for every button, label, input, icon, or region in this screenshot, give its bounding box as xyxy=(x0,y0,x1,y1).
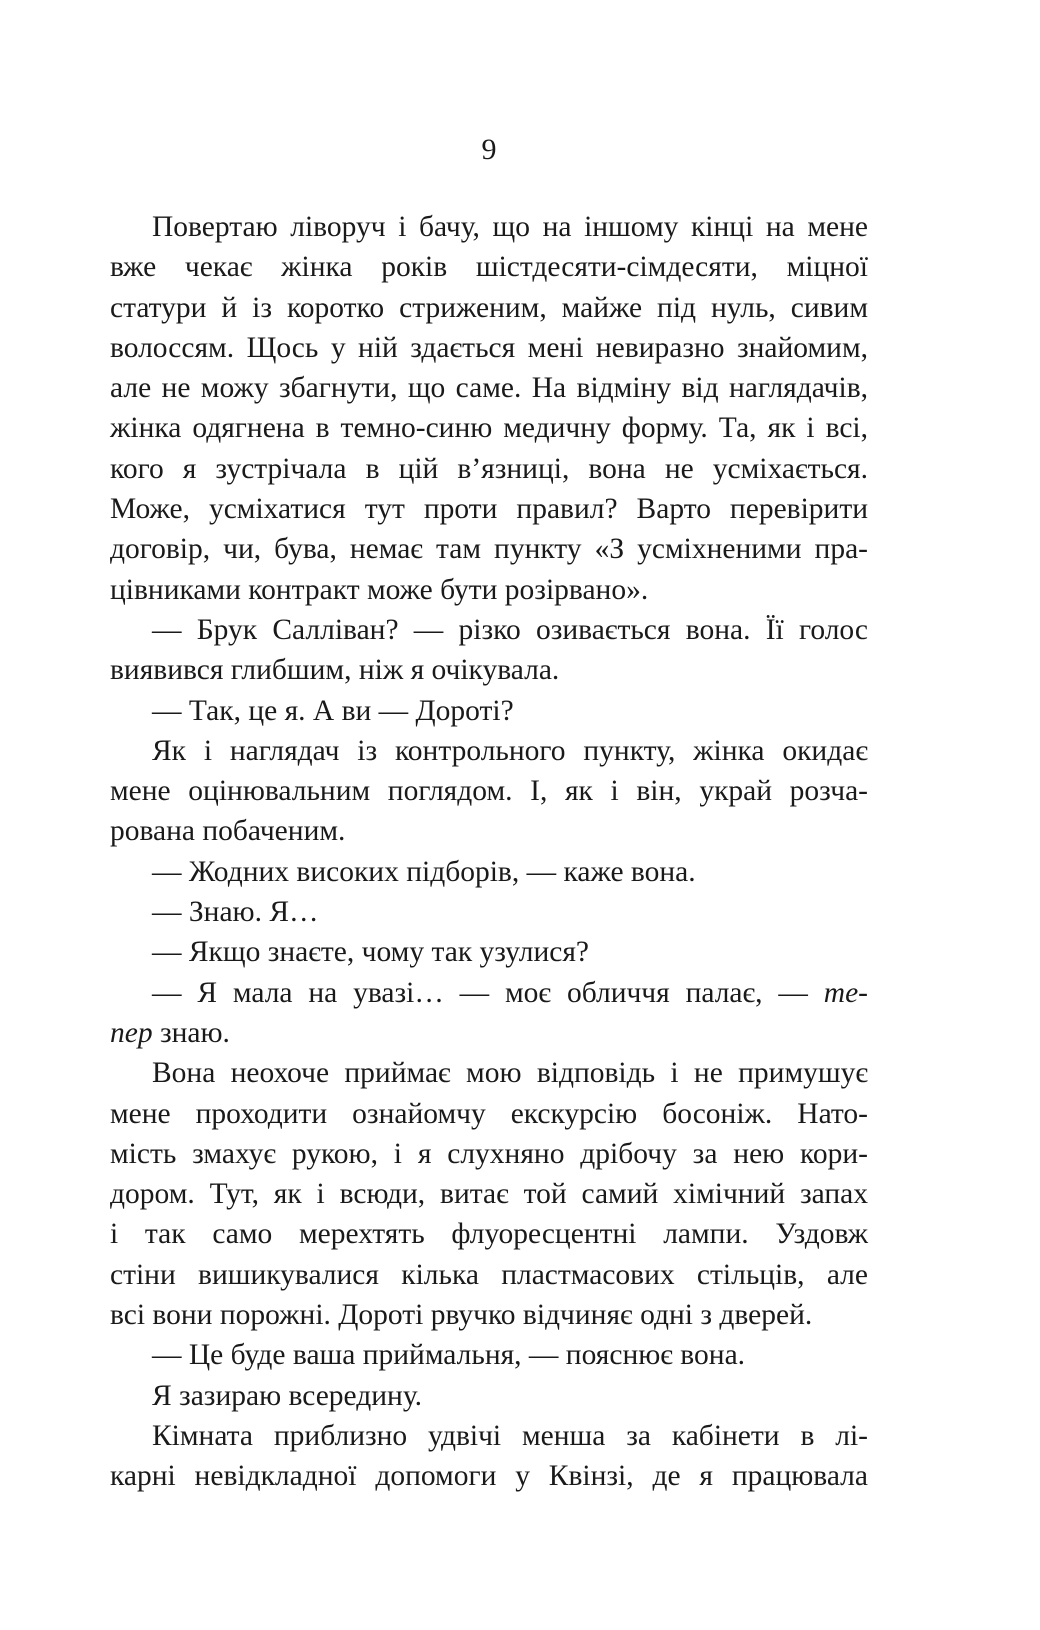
text-line: волоссям. Щось у ній здається мені невиразно знайомим, xyxy=(110,331,868,364)
text-line: всі вони порожні. Дороті рвучко відчиняє одні з дверей. xyxy=(110,1299,813,1332)
italic-text: те- xyxy=(823,976,868,1009)
page-number: 9 xyxy=(481,133,497,166)
text-line: Кімната приблизно удвічі менша за кабінети в лі- xyxy=(152,1419,868,1452)
text-line: — Брук Салліван? — різко озивається вона. Її голос xyxy=(152,613,868,646)
text-line: жінка одягнена в темно-синю медичну форму. Та, як і всі, xyxy=(110,412,868,445)
text-line: — Це буде ваша приймальня, — пояснює вона. xyxy=(152,1339,746,1372)
text-line: рована побаченим. xyxy=(110,815,346,848)
text-line: — Так, це я. А ви — Дороті? xyxy=(152,694,514,727)
text-line: вже чекає жінка років шістдесяти-сімдесяти, міцної xyxy=(110,251,868,284)
text-line: договір, чи, бува, немає там пункту «З усміхненими пра- xyxy=(110,533,868,566)
text-line: — Я мала на увазі… — моє обличчя палає, — те- xyxy=(152,976,868,1009)
text-line: кого я зустрічала в цій в’язниці, вона не усміхається. xyxy=(110,452,868,485)
text-line: карні невідкладної допомоги у Квінзі, де я працювала xyxy=(110,1460,868,1493)
text-line: мене проходити ознайомчу екскурсію босоніж. Нато- xyxy=(110,1097,868,1130)
italic-text: пер xyxy=(110,1016,153,1049)
text-line: Я зазираю всередину. xyxy=(152,1379,423,1412)
text-line: дором. Тут, як і всюди, витає той самий хімічний запах xyxy=(110,1178,868,1211)
text-line: мене оцінювальним поглядом. І, як і він, украй розча- xyxy=(110,775,868,808)
text-line: пер знаю. xyxy=(110,1016,230,1049)
text-line: Як і наглядач із контрольного пункту, жінка окидає xyxy=(152,734,868,767)
text-line: — Якщо знаєте, чому так узулися? xyxy=(152,936,590,969)
text-line: статури й із коротко стриженим, майже під нуль, сивим xyxy=(110,291,868,324)
text-line: виявився глибшим, ніж я очікувала. xyxy=(110,654,560,687)
text-line: Повертаю ліворуч і бачу, що на іншому кінці на мене xyxy=(152,211,868,243)
text-line: — Знаю. Я… xyxy=(152,896,319,929)
text-line: цівниками контракт може бути розірвано». xyxy=(110,573,649,606)
text-line: Може, усміхатися тут проти правил? Варто перевірити xyxy=(110,493,868,526)
text-line: стіни вишикувалися кілька пластмасових стільців, але xyxy=(110,1258,868,1291)
text-line: Вона неохоче приймає мою відповідь і не примушує xyxy=(152,1057,868,1090)
text-line: і так само мерехтять флуоресцентні лампи. Уздовж xyxy=(110,1218,868,1251)
text-line: але не можу збагнути, що саме. На відміну від наглядачів, xyxy=(110,372,868,405)
page-text xyxy=(110,207,868,1497)
text-line: — Жодних високих підборів, — каже вона. xyxy=(152,855,696,888)
text-line: мість змахує рукою, і я слухняно дрібочу за нею кори- xyxy=(110,1137,868,1170)
